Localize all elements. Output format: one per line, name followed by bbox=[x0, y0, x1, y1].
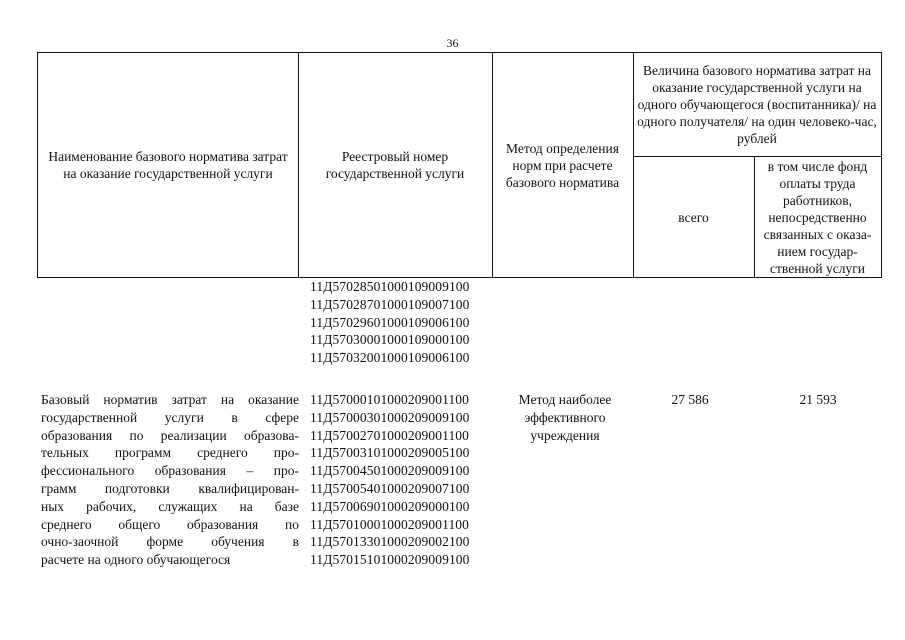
row-name bbox=[41, 391, 299, 569]
row-name-line: очно-заочной форме обучения в bbox=[41, 534, 299, 550]
header-total-column: всего bbox=[678, 209, 709, 225]
registry-code: 11Д57000101000209001100 bbox=[310, 392, 470, 407]
registry-code: 11Д57032001000109006100 bbox=[310, 350, 470, 366]
row-name-line: ных рабочих, служащих на базе bbox=[41, 498, 299, 514]
row-including-value: 21 593 bbox=[799, 392, 837, 407]
row-name-line: тельных программ среднего про- bbox=[41, 445, 299, 461]
row-name-line: расчете на одного обучающегося bbox=[41, 552, 231, 568]
registry-code: 11Д57015101000209009100 bbox=[310, 552, 470, 568]
registry-code: 11Д57013301000209002100 bbox=[310, 534, 470, 550]
registry-code: 11Д57010001000209001100 bbox=[310, 516, 470, 532]
registry-code: 11Д57006901000209000100 bbox=[310, 498, 470, 514]
registry-code: 11Д57003101000209005100 bbox=[310, 445, 470, 461]
header-name-column: Наименование базового норматива затрат на оказание государственной услуги bbox=[48, 149, 288, 181]
registry-code: 11Д57028501000109009100 bbox=[310, 279, 470, 294]
registry-code: 11Д57028701000109007100 bbox=[310, 296, 470, 312]
table-header bbox=[37, 52, 882, 278]
row-method: Метод наиболее эффективного учреждения bbox=[518, 392, 612, 443]
row-total-value: 27 586 bbox=[671, 392, 709, 407]
row-name-line: образования по реализации образова- bbox=[41, 427, 299, 443]
registry-code: 11Д57005401000209007100 bbox=[310, 480, 470, 496]
row-name-line: государственной услуги в сфере bbox=[41, 409, 299, 425]
header-registry-column: Реестровый номер государственной услуги bbox=[325, 149, 465, 181]
registry-code: 11Д57030001000109000100 bbox=[310, 332, 470, 348]
page-number: 36 bbox=[446, 36, 459, 50]
header-including-column: в том числе фонд оплаты труда работников, непосредственно связанных с оказа-нием государ-ственной услуги bbox=[763, 158, 872, 276]
row-name-line: фессионального образования – про- bbox=[41, 463, 299, 479]
row-name-line: среднего общего образования по bbox=[41, 516, 299, 532]
registry-code: 11Д57029601000109006100 bbox=[310, 314, 470, 330]
registry-code: 11Д57004501000209009100 bbox=[310, 463, 470, 479]
registry-code: 11Д57000301000209009100 bbox=[310, 409, 470, 425]
continuation-codes bbox=[310, 278, 470, 367]
header-method-column: Метод определения норм при расчете базового норматива bbox=[505, 140, 620, 190]
row-name-line: грамм подготовки квалифицирован- bbox=[41, 480, 299, 496]
row-name-line: Базовый норматив затрат на оказание bbox=[41, 392, 299, 407]
registry-code: 11Д57002701000209001100 bbox=[310, 427, 470, 443]
header-value-group: Величина базового норматива затрат на оказание государственной услуги на одного обучающегося (воспитанника)/ на одного получателя/ на один человеко-час, рублей bbox=[637, 63, 877, 146]
row-codes bbox=[310, 391, 470, 569]
